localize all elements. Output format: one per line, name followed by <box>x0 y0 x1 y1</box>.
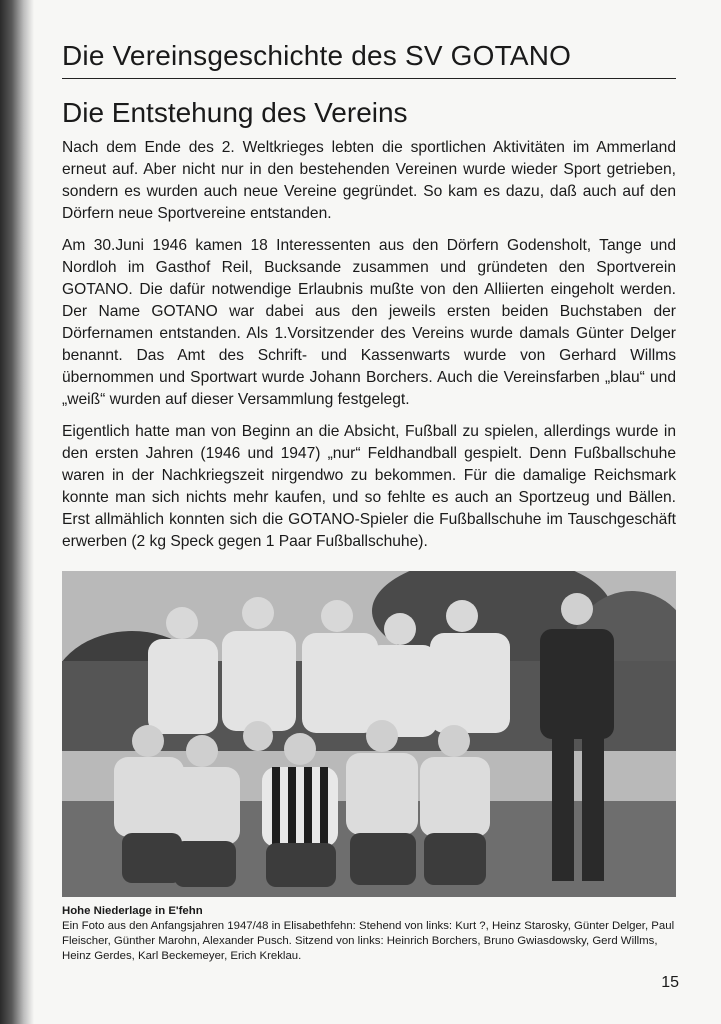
paragraph-2: Am 30.Juni 1946 kamen 18 Interessenten aus den Dörfern Godensholt, Tange und Nordloh im Gasthof Reil, Bucksande zusammen und gründeten den Sportverein GOTANO. Die dafür notwendige Erlaubnis mußte von den Alliierten eingeholt werden. Der Name GOTANO war dabei aus den jeweils ersten beiden Buchstaben der Dörfernamen entstanden. Als 1.Vorsitzender des Vereins wurde damals Günter Delger benannt. Das Amt des Schrift- und Kassenwarts wurde von Gerhard Willms übernommen und Sportwart wurde Johann Borchers. Auch die Vereinsfarben „blau“ und „weiß“ wurden auf dieser Versammlung festgelegt. <box>62 237 676 408</box>
caption-text: Ein Foto aus den Anfangsjahren 1947/48 in Elisabethfehn: Stehend von links: Kurt ?, Heinz Starosky, Günter Delger, Paul Fleischer, Günther Marohn, Alexander Pusch. Sitzend von links: Heinrich Borchers, Bruno Gwiasdowsky, Gerd Willms, Heinz Gerdes, Karl Beckemeyer, Erich Kreklau. <box>62 920 675 962</box>
photo-caption <box>62 904 676 964</box>
page-content <box>62 40 676 563</box>
page-binding-shadow <box>0 0 34 1024</box>
team-photo <box>62 571 676 897</box>
page-number: 15 <box>661 974 679 991</box>
paragraph-1: Nach dem Ende des 2. Weltkrieges lebten die sportlichen Aktivitäten im Ammerland erneut auf. Aber nicht nur in den bestehenden Vereinen wurde wieder Sport getrieben, sondern es wurden auch neue Vereine gegründet. So kam es dazu, daß auch auf den Dörfern neue Sportvereine entstanden. <box>62 139 676 222</box>
chapter-title: Die Vereinsgeschichte des SV GOTANO <box>62 40 676 79</box>
caption-title: Hohe Niederlage in E'fehn <box>62 905 203 917</box>
paragraph-3: Eigentlich hatte man von Beginn an die Absicht, Fußball zu spielen, allerdings wurde in den ersten Jahren (1946 und 1947) „nur“ Feldhandball gespielt. Denn Fußballschuhe waren in der Nachkriegszeit nirgendwo zu bekommen. Für die damalige Reichsmark konnte man sich nichts mehr kaufen, und so fehlte es auch an Sportzeug und Bällen. Erst allmählich konnten sich die GOTANO-Spieler die Fußballschuhe im Tauschgeschäft erwerben (2 kg Speck gegen 1 Paar Fußballschuhe). <box>62 423 676 550</box>
section-title: Die Entstehung des Vereins <box>62 97 408 128</box>
